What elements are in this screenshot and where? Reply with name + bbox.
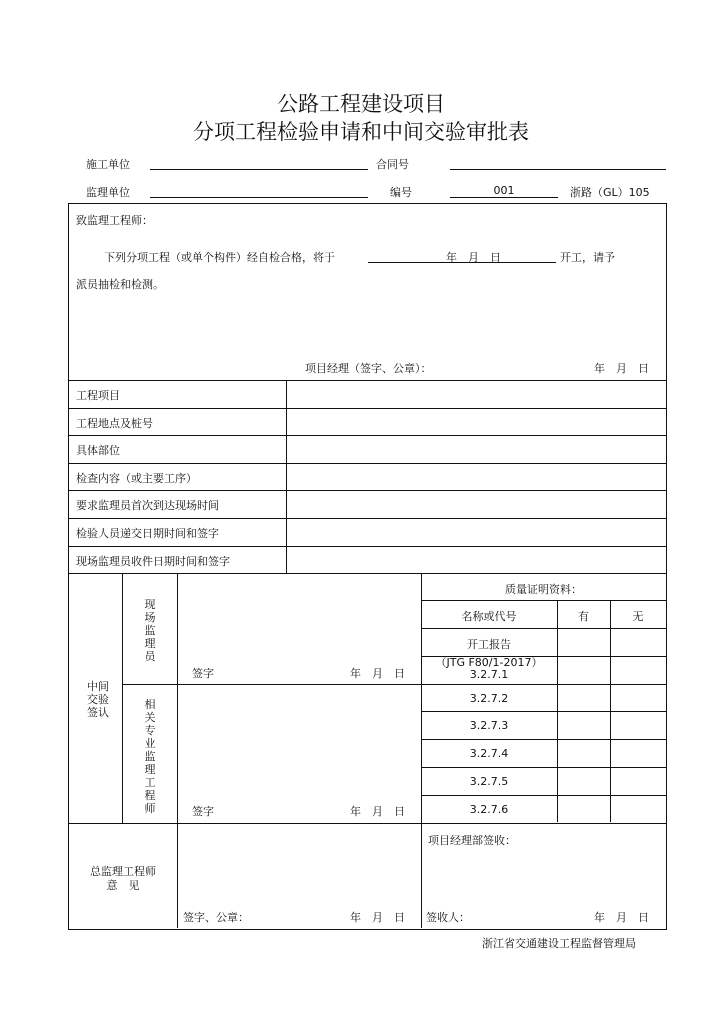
divider: [69, 573, 666, 574]
divider: [122, 684, 666, 685]
divider: [69, 518, 666, 519]
handover-group-label: 中间交验签认: [87, 680, 109, 719]
site-sign-date: 年 月 日: [350, 667, 405, 680]
quality-item: 3.2.7.6: [469, 803, 509, 816]
request-text-2: 开工，请予: [560, 251, 615, 264]
chief-label-2: 意 见: [106, 879, 140, 892]
issuer-footer: 浙江省交通建设工程监督管理局: [482, 937, 636, 950]
info-row-label: 现场监理员收件日期时间和签字: [76, 555, 230, 568]
receiver-date: 年 月 日: [594, 911, 649, 924]
divider: [69, 463, 666, 464]
specialist-label: 相关专业监理工程师: [144, 698, 156, 815]
supervisor-label: 监理单位: [86, 186, 130, 199]
form-subtitle: 分项工程检验申请和中间交验审批表: [193, 120, 529, 144]
site-sign-label: 签字: [192, 667, 214, 680]
info-row-label: 检验人员递交日期时间和签字: [76, 527, 219, 540]
info-row-label: 检查内容（或主要工序）: [76, 472, 197, 485]
chief-sign-label: 签字、公章：: [183, 911, 249, 924]
quality-item: （JTG F80/1-2017） 3.2.7.1: [435, 656, 543, 681]
form-code: 浙路（GL）105: [570, 186, 650, 199]
col-yes-header: 有: [578, 610, 589, 623]
info-row-label: 工程地点及桩号: [76, 417, 153, 430]
receiver-label: 签收人：: [426, 911, 470, 924]
divider: [69, 490, 666, 491]
contractor-field[interactable]: [150, 169, 368, 170]
col-name-header: 名称或代号: [461, 610, 517, 623]
pm-sign-label: 项目经理（签字、公章）：: [305, 362, 432, 375]
divider: [69, 408, 666, 409]
form-title: 公路工程建设项目: [277, 92, 445, 116]
divider: [421, 767, 666, 768]
contract-no-field[interactable]: [450, 169, 666, 170]
start-date-placeholder: 年 月 日: [446, 251, 501, 264]
divider: [69, 380, 666, 381]
divider: [122, 573, 123, 823]
divider: [69, 823, 666, 824]
to-supervisor-label: 致监理工程师：: [76, 214, 153, 227]
divider: [421, 628, 666, 629]
quality-item: 3.2.7.5: [469, 775, 509, 788]
quality-header: 质量证明资料：: [505, 583, 582, 596]
quality-item: 3.2.7.2: [469, 692, 509, 705]
col-no-header: 无: [632, 610, 644, 623]
divider: [421, 739, 666, 740]
contract-no-label: 合同号: [376, 158, 409, 171]
divider: [421, 795, 666, 796]
divider: [69, 435, 666, 436]
quality-item: 3.2.7.3: [469, 719, 509, 732]
pm-sign-date: 年 月 日: [594, 362, 649, 375]
divider: [69, 546, 666, 547]
divider: [421, 711, 666, 712]
request-text-1: 下列分项工程（或单个构件）经自检合格，将于: [104, 251, 335, 264]
site-supervisor-label: 现场监理员: [144, 598, 156, 663]
serial-label: 编号: [390, 186, 412, 199]
serial-field[interactable]: [450, 197, 558, 198]
serial-value: 001: [493, 184, 515, 197]
pm-receive-label: 项目经理部签收：: [428, 834, 516, 847]
contractor-label: 施工单位: [86, 158, 130, 171]
quality-item: 开工报告: [467, 638, 511, 651]
specialist-sign-label: 签字: [192, 805, 214, 818]
supervisor-field[interactable]: [150, 197, 368, 198]
divider: [421, 600, 666, 601]
chief-label-1: 总监理工程师: [90, 865, 156, 878]
chief-sign-date: 年 月 日: [350, 911, 405, 924]
quality-item: 3.2.7.4: [469, 747, 509, 760]
request-text-3: 派员抽检和检测。: [76, 278, 164, 291]
divider: [286, 380, 287, 573]
info-row-label: 工程项目: [76, 389, 120, 402]
info-row-label: 具体部位: [76, 444, 120, 457]
info-row-label: 要求监理员首次到达现场时间: [76, 499, 219, 512]
divider: [177, 573, 178, 928]
specialist-sign-date: 年 月 日: [350, 805, 405, 818]
